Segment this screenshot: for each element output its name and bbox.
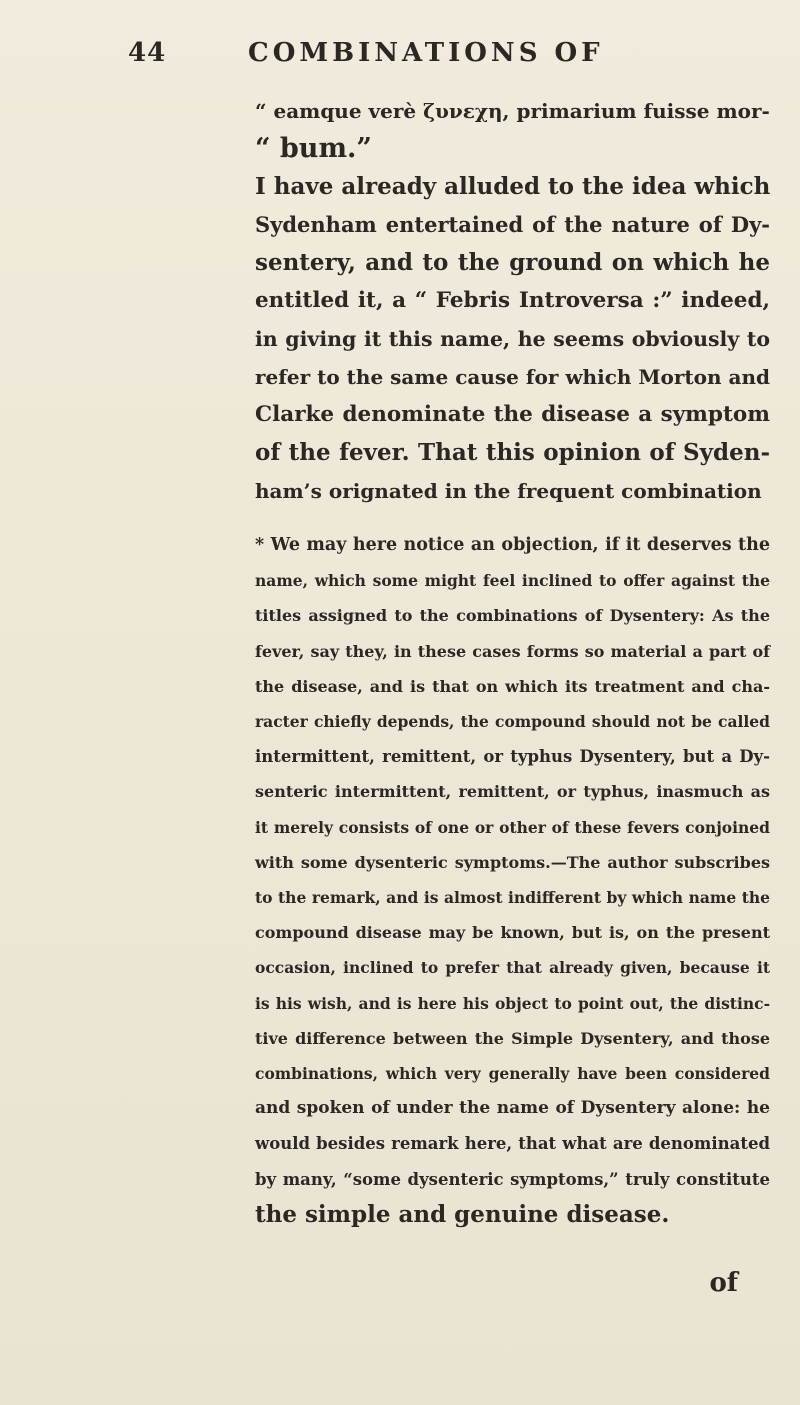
- page-header: [128, 38, 740, 74]
- footnote-line: the simple and genuine disease.: [255, 1200, 670, 1228]
- footnote-line: racter chiefly depends, the compound should not be called: [255, 712, 770, 732]
- footnote-line: titles assigned to the combinations of Dysentery: As the: [255, 606, 770, 626]
- footnote-line: compound disease may be known, but is, on the present: [255, 923, 770, 943]
- footnote-line: * We may here notice an objection, if it deserves the: [255, 535, 770, 555]
- text-line: entitled it, a “ Febris Introversa :” indeed,: [255, 288, 770, 313]
- footnote-line: to the remark, and is almost indifferent by which name the: [255, 888, 770, 908]
- text-line: sentery, and to the ground on which he: [255, 249, 770, 276]
- footnote-line: senteric intermittent, remittent, or typhus, inasmuch as: [255, 782, 770, 802]
- quotation: [255, 92, 770, 168]
- footnote-line: the disease, and is that on which its treatment and cha-: [255, 676, 770, 696]
- footnote-line: fever, say they, in these cases forms so material a part of: [255, 641, 770, 661]
- text-line: of the fever. That this opinion of Syden-: [255, 439, 770, 466]
- catchword: of: [709, 1268, 738, 1298]
- footnote: [255, 528, 770, 1232]
- footnote-line: by many, “some dysenteric symptoms,” truly constitute: [255, 1169, 770, 1189]
- footnote-line: with some dysenteric symptoms.—The author subscribes: [255, 852, 770, 872]
- running-head: COMBINATIONS OF: [248, 38, 604, 68]
- page-number: 44: [128, 38, 167, 68]
- text-line: refer to the same cause for which Morton and: [255, 365, 770, 389]
- quote-line: “ bum.”: [255, 133, 372, 164]
- footnote-line: and spoken of under the name of Dysentery alone: he: [255, 1098, 770, 1119]
- footnote-line: intermittent, remittent, or typhus Dysentery, but a Dy-: [255, 747, 770, 767]
- footnote-line: would besides remark here, that what are denominated: [255, 1134, 770, 1154]
- text-line: ham’s orignated in the frequent combination: [255, 479, 762, 503]
- footnote-line: combinations, which very generally have been considered: [255, 1064, 770, 1084]
- quote-line: “ eamque verè ζυνεχη, primarium fuisse mor-: [255, 99, 770, 123]
- text-line: in giving it this name, he seems obviously to: [255, 327, 770, 351]
- text-block: [255, 92, 770, 1232]
- text-line: I have already alluded to the idea which: [255, 173, 771, 200]
- text-line: Clarke denominate the disease a symptom: [255, 402, 770, 427]
- footnote-line: it merely consists of one or other of these fevers conjoined: [255, 817, 770, 837]
- footnote-line: is his wish, and is here his object to point out, the distinc-: [255, 993, 770, 1013]
- footnote-line: tive difference between the Simple Dysentery, and those: [255, 1028, 770, 1048]
- text-line: Sydenham entertained of the nature of Dy-: [255, 212, 770, 237]
- footnote-line: occasion, inclined to prefer that already given, because it: [255, 958, 770, 978]
- footnote-line: name, which some might feel inclined to offer against the: [255, 571, 770, 591]
- body-paragraph: [255, 168, 770, 510]
